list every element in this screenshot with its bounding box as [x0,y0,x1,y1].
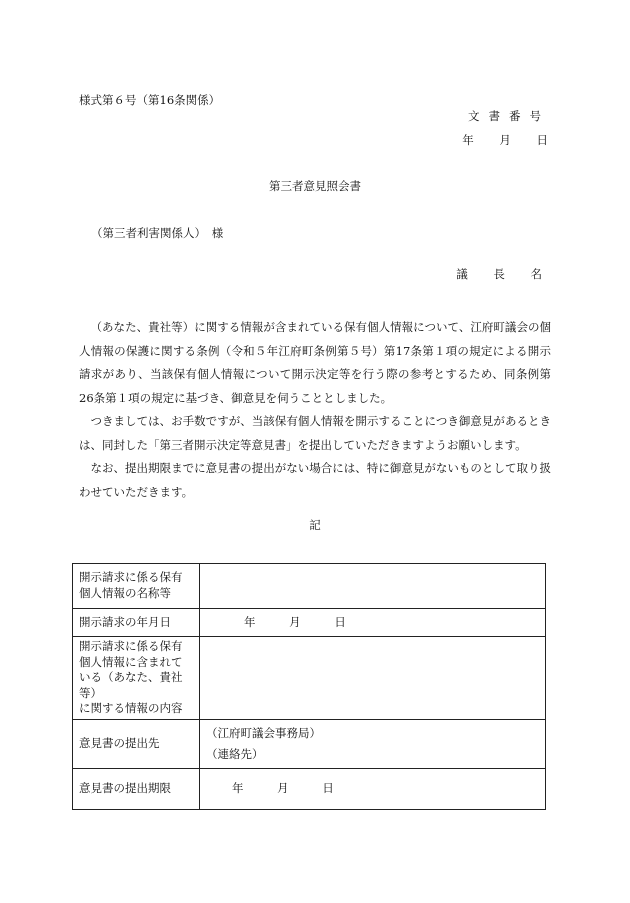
request-date-month: 月 [289,614,301,629]
label-line: 個人情報に含まれて [79,654,183,669]
header-date-day: 日 [536,133,550,147]
table-row [73,719,546,768]
request-date-year: 年 [244,614,256,629]
body-paragraph-1: （あなた、貴社等）に関する情報が含まれている保有個人情報について、江府町議会の個人情報の保護に関する条例（令和５年江府町条例第５号）第17条第１項の規定による開示請求があり、当該保有個人情報について開示決定等を行う際の参考とするため、同条例第26条第１項の規定に基づき、御意見を伺うこととしました。 [79,320,551,405]
table-row [73,768,546,809]
info-table [72,563,546,810]
row-label-submission-deadline: 意見書の提出期限 [73,768,200,809]
form-number: 様式第６号（第16条関係） [79,93,221,107]
table-row [73,637,546,720]
label-line: に関する情報の内容 [79,701,183,716]
row-label-info-name [73,564,200,609]
deadline-month: 月 [277,780,289,795]
submission-contact: （連絡先） [206,746,264,761]
document-number-label: 文書番号 [468,109,550,123]
deadline-year: 年 [232,780,244,795]
sender-title-char2: 長 [493,267,505,281]
body-text [79,316,551,504]
row-label-info-content [73,637,200,720]
ki-heading: 記 [309,518,321,532]
label-line: 開示請求に係る保有 [79,639,183,653]
label-line: いる（あなた、貴社等） [79,670,183,700]
row-label-submission-address: 意見書の提出先 [73,719,200,768]
sender-title-char1: 議 [456,267,468,281]
deadline-day: 日 [322,780,334,795]
submission-office: （江府町議会事務局） [206,725,321,740]
submission-address-value[interactable] [200,719,546,768]
body-paragraph-3: なお、提出期限までに意見書の提出がない場合には、特に御意見がないものとして取り扱わせていただきます。 [79,461,551,499]
header-date [444,134,550,148]
header-date-year: 年 [462,133,476,147]
header-date-month: 月 [499,133,513,147]
label-line: 開示請求に係る保有 [79,570,183,585]
sender-name: 名 [530,267,542,281]
info-name-value[interactable] [200,564,546,609]
request-date-value[interactable] [200,609,546,637]
submission-deadline-value[interactable] [200,768,546,809]
table-row [73,609,546,637]
sender-chair [456,268,542,282]
body-paragraph-2: つきましては、お手数ですが、当該保有個人情報を開示することにつき御意見があるときは、同封した「第三者開示決定等意見書」を提出していただきますようお願いします。 [79,414,551,452]
document-title: 第三者意見照会書 [269,179,361,193]
table-row [73,564,546,609]
request-date-day: 日 [334,614,346,629]
row-label-request-date: 開示請求の年月日 [73,609,200,637]
label-line: 個人情報の名称等 [79,586,171,600]
addressee: （第三者利害関係人） 様 [91,226,224,240]
info-content-value[interactable] [200,637,546,720]
